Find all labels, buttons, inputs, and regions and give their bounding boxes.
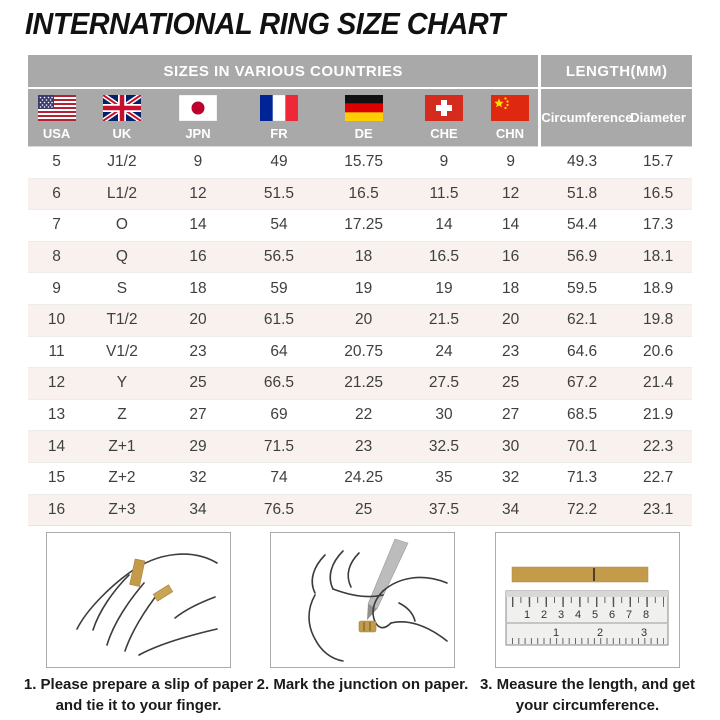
table-cell: 30 bbox=[481, 431, 539, 463]
table-cell: 54 bbox=[237, 210, 321, 242]
table-cell: 49 bbox=[237, 147, 321, 179]
table-cell: Z+1 bbox=[85, 431, 159, 463]
table-cell: 16.5 bbox=[406, 241, 481, 273]
table-cell: 27.5 bbox=[406, 368, 481, 400]
table-cell: 59.5 bbox=[540, 273, 624, 305]
table-cell: 14 bbox=[406, 210, 481, 242]
germany-flag-icon bbox=[345, 95, 383, 121]
table-cell: 22.7 bbox=[624, 462, 692, 494]
table-cell: 12 bbox=[159, 178, 237, 210]
table-cell: 14 bbox=[159, 210, 237, 242]
table-cell: 29 bbox=[159, 431, 237, 463]
table-cell: 12 bbox=[481, 178, 539, 210]
table-cell: Z+2 bbox=[85, 462, 159, 494]
column-header-chn bbox=[481, 88, 539, 147]
table-row bbox=[28, 431, 692, 463]
table-row bbox=[28, 147, 692, 179]
table-cell: 23.1 bbox=[624, 494, 692, 526]
step1-caption: 1. Please prepare a slip of paper and tie it to your finger. bbox=[23, 676, 254, 714]
table-cell: 32 bbox=[159, 462, 237, 494]
table-cell: 11 bbox=[28, 336, 85, 368]
column-label-de: DE bbox=[354, 125, 373, 141]
table-cell: 35 bbox=[406, 462, 481, 494]
table-row bbox=[28, 336, 692, 368]
table-cell: 62.1 bbox=[540, 304, 624, 336]
table-cell: 20 bbox=[481, 304, 539, 336]
table-cell: 15.75 bbox=[321, 147, 407, 179]
table-row bbox=[28, 241, 692, 273]
table-cell: Y bbox=[85, 368, 159, 400]
svg-text:12345678: 1 2 3 4 5 6 7 8 bbox=[523, 609, 650, 621]
page-title: INTERNATIONAL RING SIZE CHART bbox=[25, 6, 505, 41]
table-cell: 72.2 bbox=[540, 494, 624, 526]
table-cell: 18 bbox=[321, 241, 407, 273]
column-label-chn: CHN bbox=[495, 125, 525, 141]
table-cell: 71.3 bbox=[540, 462, 624, 494]
step1-illustration-box bbox=[46, 532, 231, 668]
table-cell: 19 bbox=[321, 273, 407, 305]
table-cell: 8 bbox=[28, 241, 85, 273]
table-cell: 16.5 bbox=[624, 178, 692, 210]
table-cell: Q bbox=[85, 241, 159, 273]
step3-caption: 3. Measure the length, and get your circumference. bbox=[479, 676, 696, 714]
column-label-fr: FR bbox=[270, 125, 288, 141]
table-cell: 9 bbox=[28, 273, 85, 305]
table-cell: 76.5 bbox=[237, 494, 321, 526]
column-label-che: CHE bbox=[430, 125, 458, 141]
table-cell: 56.9 bbox=[540, 241, 624, 273]
header-sizes-in-various-countries: SIZES IN VARIOUS COUNTRIES bbox=[28, 55, 540, 88]
table-cell: 20.6 bbox=[624, 336, 692, 368]
table-cell: 20.75 bbox=[321, 336, 407, 368]
table-cell: 22.3 bbox=[624, 431, 692, 463]
table-cell: 7 bbox=[28, 210, 85, 242]
table-cell: Z+3 bbox=[85, 494, 159, 526]
table-cell: 10 bbox=[28, 304, 85, 336]
table-cell: 12 bbox=[28, 368, 85, 400]
table-cell: 51.5 bbox=[237, 178, 321, 210]
table-cell: 25 bbox=[481, 368, 539, 400]
table-cell: 17.25 bbox=[321, 210, 407, 242]
table-cell: 9 bbox=[159, 147, 237, 179]
table-cell: 6 bbox=[28, 178, 85, 210]
table-row bbox=[28, 210, 692, 242]
pen-marking-junction-icon bbox=[271, 533, 454, 667]
table-cell: 9 bbox=[481, 147, 539, 179]
table-cell: 69 bbox=[237, 399, 321, 431]
table-cell: 9 bbox=[406, 147, 481, 179]
ruler-measuring-strip-icon bbox=[496, 533, 679, 667]
table-cell: 54.4 bbox=[540, 210, 624, 242]
column-header-usa bbox=[28, 88, 85, 147]
step2-caption: 2. Mark the junction on paper. bbox=[256, 676, 469, 693]
table-cell: 16.5 bbox=[321, 178, 407, 210]
france-flag-icon bbox=[260, 95, 298, 121]
ring-size-table bbox=[28, 55, 692, 526]
table-cell: J1/2 bbox=[85, 147, 159, 179]
table-cell: 24.25 bbox=[321, 462, 407, 494]
table-cell: 32 bbox=[481, 462, 539, 494]
table-row bbox=[28, 462, 692, 494]
table-cell: 16 bbox=[159, 241, 237, 273]
table-cell: 64 bbox=[237, 336, 321, 368]
table-row bbox=[28, 273, 692, 305]
table-row bbox=[28, 304, 692, 336]
table-cell: O bbox=[85, 210, 159, 242]
table-cell: 25 bbox=[321, 494, 407, 526]
column-header-de bbox=[321, 88, 407, 147]
column-header-che bbox=[406, 88, 481, 147]
table-cell: 61.5 bbox=[237, 304, 321, 336]
column-header-diameter: Diameter bbox=[630, 110, 686, 125]
table-cell: 34 bbox=[481, 494, 539, 526]
table-cell: 56.5 bbox=[237, 241, 321, 273]
table-cell: 5 bbox=[28, 147, 85, 179]
table-cell: 18.9 bbox=[624, 273, 692, 305]
table-cell: 18.1 bbox=[624, 241, 692, 273]
table-cell: 14 bbox=[28, 431, 85, 463]
table-cell: 23 bbox=[321, 431, 407, 463]
table-cell: 15 bbox=[28, 462, 85, 494]
table-cell: T1/2 bbox=[85, 304, 159, 336]
table-cell: 14 bbox=[481, 210, 539, 242]
column-header-circumference: Circumference bbox=[541, 110, 633, 125]
table-cell: 21.4 bbox=[624, 368, 692, 400]
table-cell: 18 bbox=[481, 273, 539, 305]
table-cell: 66.5 bbox=[237, 368, 321, 400]
table-cell: 16 bbox=[28, 494, 85, 526]
header-length-mm: LENGTH(MM) bbox=[540, 55, 692, 88]
table-cell: L1/2 bbox=[85, 178, 159, 210]
switzerland-flag-icon bbox=[425, 95, 463, 121]
column-header-uk bbox=[85, 88, 159, 147]
table-cell: 49.3 bbox=[540, 147, 624, 179]
table-cell: 11.5 bbox=[406, 178, 481, 210]
table-cell: 74 bbox=[237, 462, 321, 494]
table-cell: 20 bbox=[321, 304, 407, 336]
table-cell: 23 bbox=[481, 336, 539, 368]
japan-flag-icon bbox=[179, 95, 217, 121]
table-cell: 67.2 bbox=[540, 368, 624, 400]
table-row bbox=[28, 494, 692, 526]
column-label-uk: UK bbox=[112, 125, 132, 141]
table-cell: 18 bbox=[159, 273, 237, 305]
table-cell: 13 bbox=[28, 399, 85, 431]
column-label-jpn: JPN bbox=[185, 125, 211, 141]
table-cell: 71.5 bbox=[237, 431, 321, 463]
table-cell: 34 bbox=[159, 494, 237, 526]
usa-flag-icon bbox=[38, 95, 76, 121]
table-cell: 64.6 bbox=[540, 336, 624, 368]
table-cell: 27 bbox=[159, 399, 237, 431]
table-cell: 21.5 bbox=[406, 304, 481, 336]
uk-flag-icon bbox=[103, 95, 141, 121]
china-flag-icon bbox=[491, 95, 529, 121]
table-cell: S bbox=[85, 273, 159, 305]
table-cell: 20 bbox=[159, 304, 237, 336]
table-cell: 24 bbox=[406, 336, 481, 368]
table-cell: V1/2 bbox=[85, 336, 159, 368]
table-cell: 17.3 bbox=[624, 210, 692, 242]
column-label-usa: USA bbox=[42, 125, 71, 141]
table-cell: 22 bbox=[321, 399, 407, 431]
table-cell: 16 bbox=[481, 241, 539, 273]
table-cell: 19.8 bbox=[624, 304, 692, 336]
table-row bbox=[28, 178, 692, 210]
step2-illustration-box bbox=[270, 532, 455, 668]
svg-text:123: 1 2 3 bbox=[552, 627, 648, 639]
table-cell: 27 bbox=[481, 399, 539, 431]
table-cell: 37.5 bbox=[406, 494, 481, 526]
table-cell: 68.5 bbox=[540, 399, 624, 431]
hand-with-paper-strip-icon bbox=[47, 533, 230, 667]
table-cell: 15.7 bbox=[624, 147, 692, 179]
table-cell: 59 bbox=[237, 273, 321, 305]
table-cell: 21.25 bbox=[321, 368, 407, 400]
table-cell: 25 bbox=[159, 368, 237, 400]
table-cell: 21.9 bbox=[624, 399, 692, 431]
table-cell: 30 bbox=[406, 399, 481, 431]
table-row bbox=[28, 368, 692, 400]
size-table-body bbox=[28, 147, 692, 526]
column-header-fr bbox=[237, 88, 321, 147]
table-row bbox=[28, 399, 692, 431]
table-cell: 23 bbox=[159, 336, 237, 368]
table-cell: 19 bbox=[406, 273, 481, 305]
table-cell: Z bbox=[85, 399, 159, 431]
table-cell: 32.5 bbox=[406, 431, 481, 463]
table-cell: 70.1 bbox=[540, 431, 624, 463]
table-cell: 51.8 bbox=[540, 178, 624, 210]
step3-illustration-box bbox=[495, 532, 680, 668]
column-header-jpn bbox=[159, 88, 237, 147]
